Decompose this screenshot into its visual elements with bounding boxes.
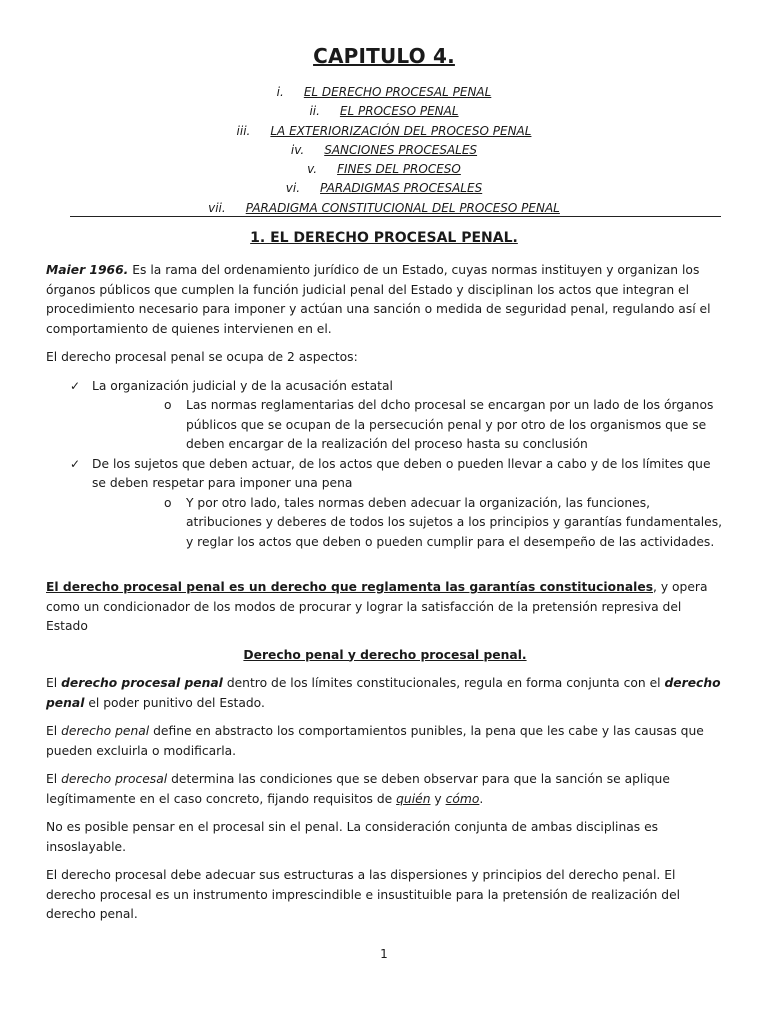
circle-bullet-icon: o [164,495,172,510]
sub-list-item-text: Las normas reglamentarias del dcho procesal se encargan por un lado de los órganos públicos que se ocupan de la persecución penal y por otro de los organismos que se deben encargar de la realización del proceso hasta su conclusión [186,398,714,451]
checklist-item-text: De los sujetos que deben actuar, de los actos que deben o pueden llevar a cabo y de los límites que se deben respetar para imponer una pena [92,456,711,490]
guarantees-statement: El derecho procesal penal es un derecho que reglamenta las garantías constitucionales [46,580,654,594]
toc-item-number: i. [276,85,284,99]
text-run: El [46,724,62,738]
text-run: El [46,676,62,690]
emphasis-term: derecho procesal [61,772,168,786]
sub-list [92,396,724,455]
section-heading: 1. EL DERECHO PROCESAL PENAL. [250,230,518,246]
text-run: El [46,772,62,786]
subsection-heading: Derecho penal y derecho procesal penal. [243,647,527,662]
toc-item-number: iii. [236,123,251,138]
toc-item-number: iv. [290,142,305,157]
checkmark-icon: ✓ [70,378,81,393]
paragraph-joint-consideration: No es posible pensar en el procesal sin el penal. La consideración conjunta de ambas disciplinas es insoslayable. [46,820,659,854]
toc-item [0,141,768,160]
toc-item-text: EL PROCESO PENAL [339,104,459,119]
toc-item-number: ii. [309,104,320,119]
paragraph-punitive-power [46,674,724,713]
maier-definition-paragraph [46,261,724,339]
horizontal-divider [70,216,721,217]
toc-item-text: EL DERECHO PROCESAL PENAL [303,85,492,99]
emphasis-term: derecho procesal penal [61,676,223,690]
toc-item-text: PARADIGMAS PROCESALES [320,181,483,196]
toc-item-number: vi. [285,181,301,196]
emphasis-term: derecho penal [46,676,721,710]
text-run: dentro de los límites constitucionales, regula en forma conjunta con el [222,676,665,690]
checklist-item [46,455,724,553]
toc-item [0,122,768,141]
sub-list-item [138,494,724,553]
checkmark-icon: ✓ [70,456,81,471]
text-run: . [479,791,484,806]
paragraph-instrument: El derecho procesal debe adecuar sus estructuras a las dispersiones y principios del derecho penal. El derecho procesal es un instrumento imprescindible e insustituible para la pretensión de realización del derecho penal. [46,868,681,921]
toc-item-number: vii. [208,200,226,215]
paragraph-procedural-law [46,770,724,809]
paragraph-penal-law [46,722,724,761]
author-citation: Maier 1966. [46,263,129,277]
aspects-intro: El derecho procesal penal se ocupa de 2 aspectos: [46,350,358,364]
aspects-checklist [46,377,724,553]
emphasis-term: quién [396,791,431,806]
toc-item-text: SANCIONES PROCESALES [324,142,478,157]
emphasis-term: cómo [445,791,480,806]
table-of-contents [0,83,768,218]
chapter-title: CAPITULO 4. [313,44,455,68]
toc-item [0,179,768,198]
text-run: define en abstracto los comportamientos punibles, la pena que les cabe y las causas que pueden excluirla o modificarla. [46,724,704,758]
toc-item-text: PARADIGMA CONSTITUCIONAL DEL PROCESO PENAL [245,200,560,215]
toc-item [0,102,768,121]
toc-item-number: v. [307,162,318,177]
page-number: 1 [380,947,388,961]
text-run: el poder punitivo del Estado. [84,695,265,710]
guarantees-rest: , y opera como un condicionador de los modos de procurar y lograr la satisfacción de la pretensión represiva del Estado [46,580,708,633]
checklist-item [46,377,724,455]
checklist-item-text: La organización judicial y de la acusación estatal [92,378,393,393]
emphasis-term: derecho penal [61,724,150,738]
toc-item [0,83,768,102]
section-body [46,261,724,934]
text-run: y [430,791,446,806]
guarantees-paragraph [46,578,724,637]
toc-item [0,160,768,179]
text-run: determina las condiciones que se deben observar para que la sanción se aplique legítimamente en el caso concreto, fijando requisitos de [46,772,670,806]
sub-list-item [138,396,724,455]
circle-bullet-icon: o [164,398,172,412]
toc-item-text: FINES DEL PROCESO [337,162,461,177]
sub-list [92,494,724,553]
definition-text: Es la rama del ordenamiento jurídico de un Estado, cuyas normas instituyen y organizan los órganos públicos que cumplen la función judicial penal del Estado y disciplinan los actos que integran el procedimiento necesario para imponer y actúan una sanción o medida de seguridad penal, regulando así el comportamiento de quienes intervienen en el. [46,263,711,336]
toc-item-text: LA EXTERIORIZACIÓN DEL PROCESO PENAL [270,123,532,138]
sub-list-item-text: Y por otro lado, tales normas deben adecuar la organización, las funciones, atribuciones y deberes de todos los sujetos a los principios y garantías fundamentales, y reglar los actos que deben o pueden cumplir para el desempeño de las actividades. [186,495,723,549]
